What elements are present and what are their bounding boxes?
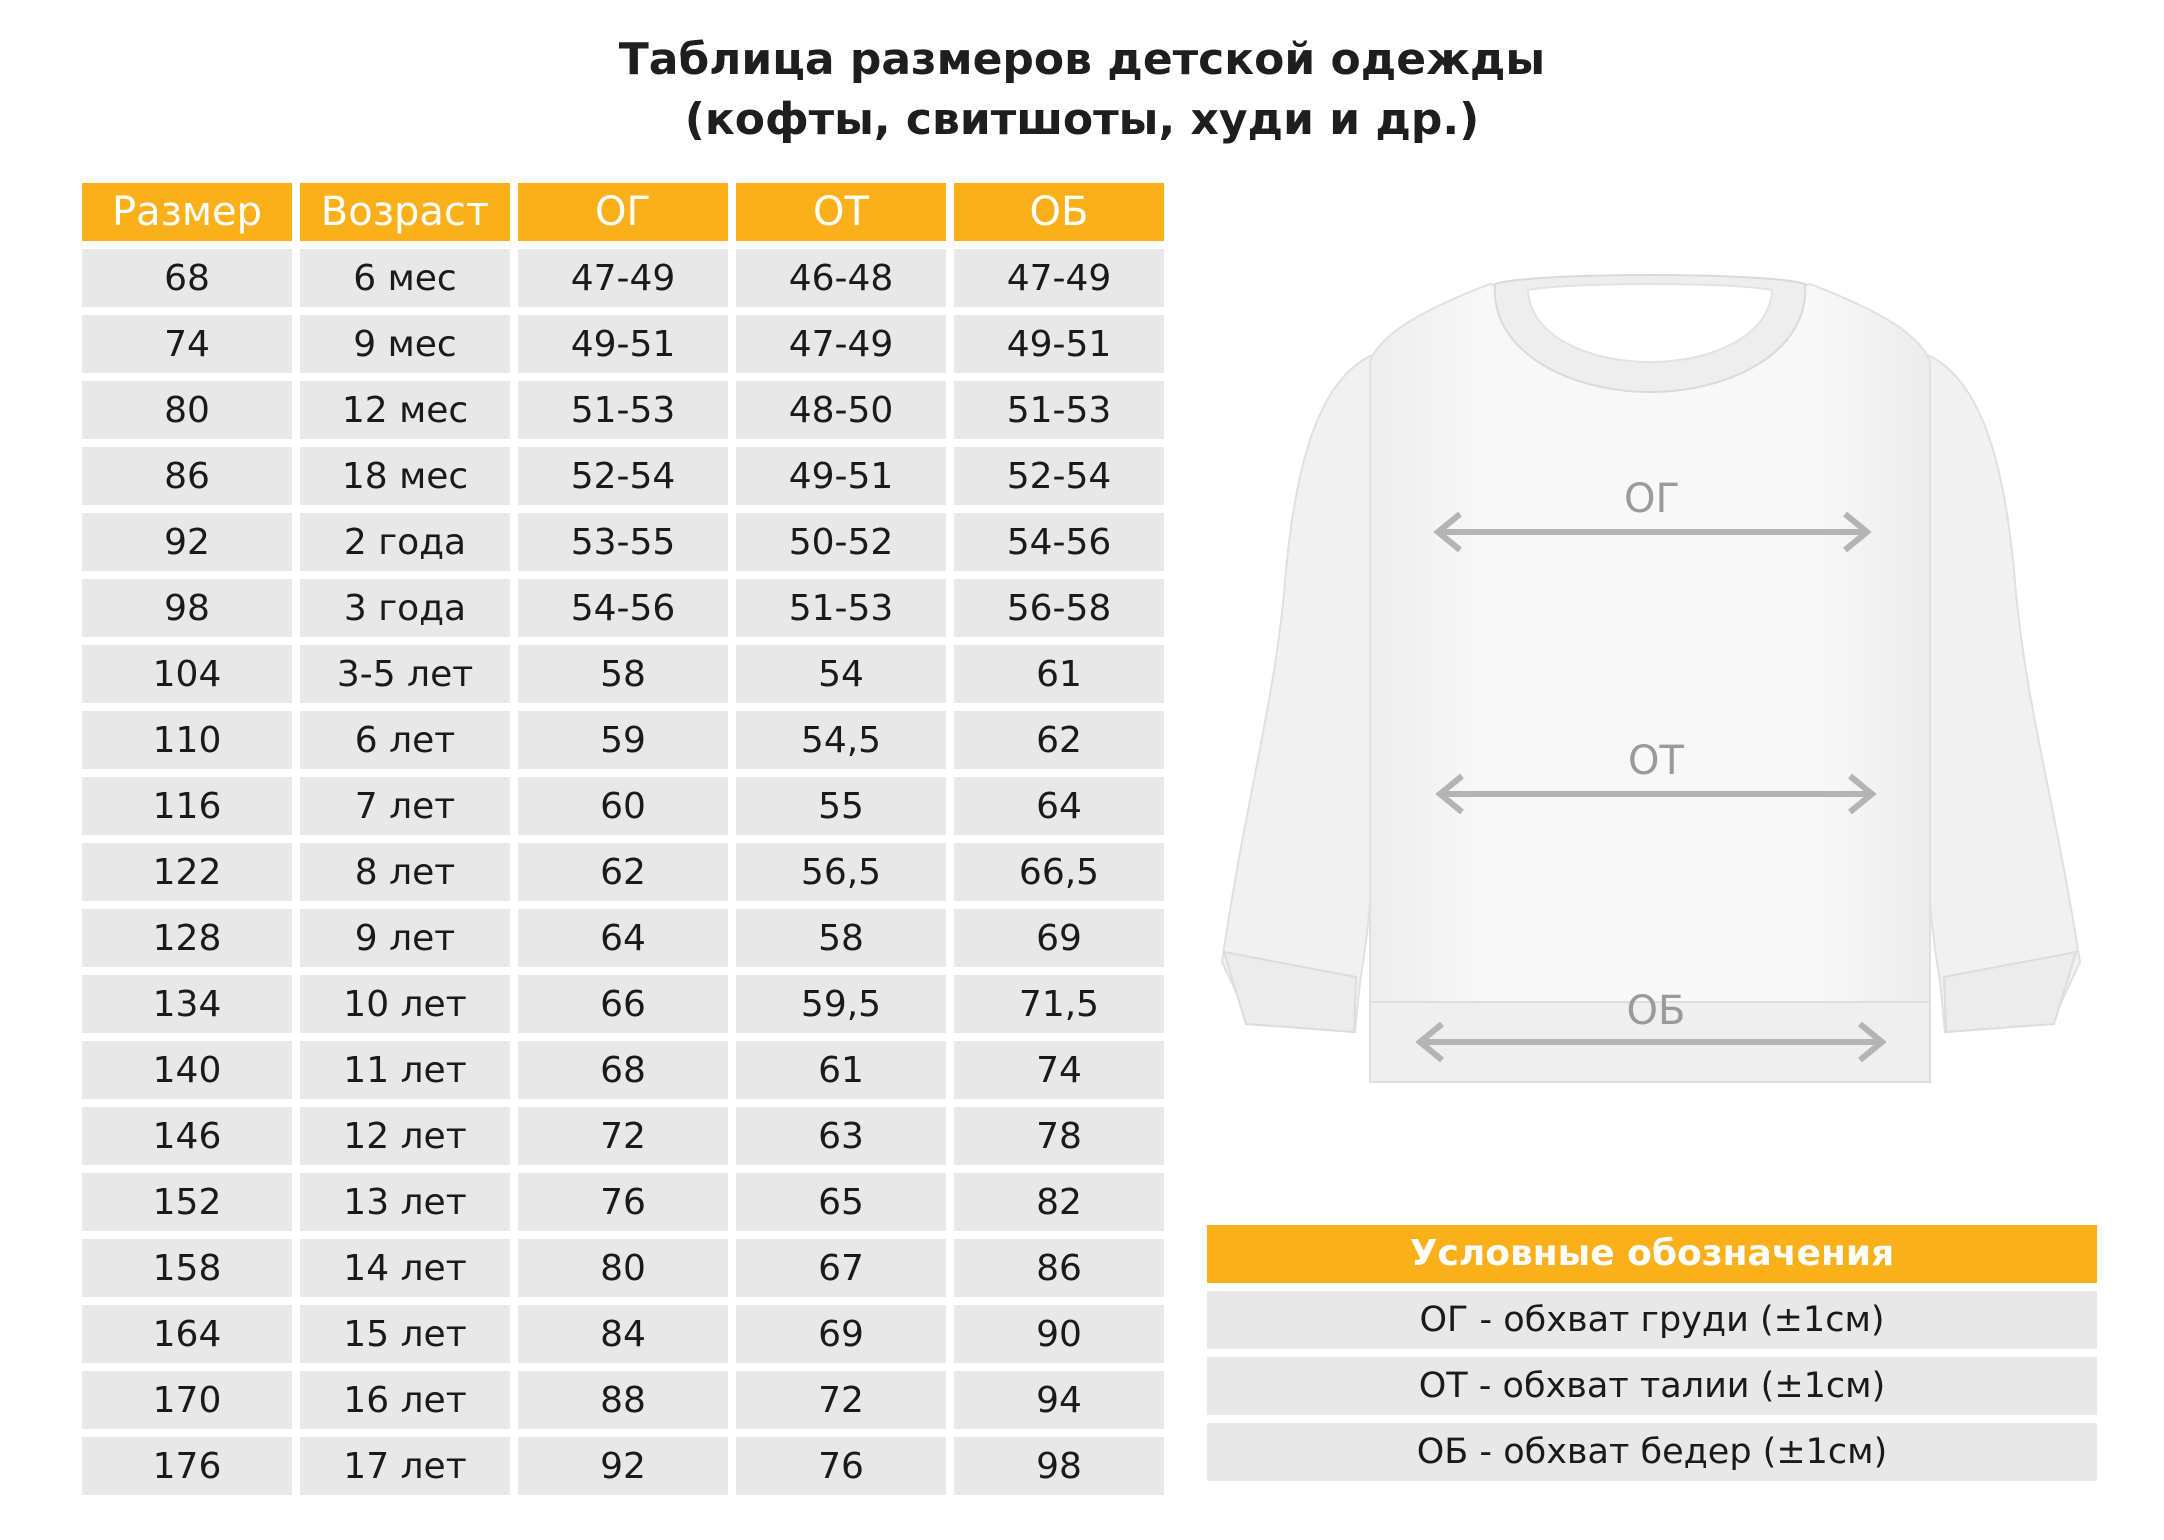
cell-waist: 51-53 bbox=[736, 579, 946, 637]
cell-age: 18 мес bbox=[300, 447, 510, 505]
waist-label: ОТ bbox=[1628, 738, 1684, 784]
cell-age: 11 лет bbox=[300, 1041, 510, 1099]
header-chest: ОГ bbox=[518, 183, 728, 241]
cell-age: 13 лет bbox=[300, 1173, 510, 1231]
table-row bbox=[82, 1305, 1164, 1363]
cell-hip: 52-54 bbox=[954, 447, 1164, 505]
cell-chest: 51-53 bbox=[518, 381, 728, 439]
cell-age: 6 лет bbox=[300, 711, 510, 769]
cell-chest: 66 bbox=[518, 975, 728, 1033]
cell-hip: 62 bbox=[954, 711, 1164, 769]
cell-size: 158 bbox=[82, 1239, 292, 1297]
cell-hip: 66,5 bbox=[954, 843, 1164, 901]
cell-size: 110 bbox=[82, 711, 292, 769]
sweatshirt-illustration bbox=[1210, 262, 2090, 1092]
hip-label: ОБ bbox=[1626, 988, 1686, 1034]
cell-age: 3-5 лет bbox=[300, 645, 510, 703]
cell-size: 116 bbox=[82, 777, 292, 835]
cell-waist: 47-49 bbox=[736, 315, 946, 373]
cell-chest: 88 bbox=[518, 1371, 728, 1429]
cell-waist: 54,5 bbox=[736, 711, 946, 769]
cell-age: 16 лет bbox=[300, 1371, 510, 1429]
table-row bbox=[82, 1239, 1164, 1297]
cell-size: 98 bbox=[82, 579, 292, 637]
table-row bbox=[82, 1371, 1164, 1429]
page-title bbox=[0, 30, 2164, 150]
cell-chest: 80 bbox=[518, 1239, 728, 1297]
table-row bbox=[82, 447, 1164, 505]
cell-size: 164 bbox=[82, 1305, 292, 1363]
chest-label: ОГ bbox=[1624, 476, 1680, 522]
cell-hip: 86 bbox=[954, 1239, 1164, 1297]
table-header-row bbox=[82, 183, 1164, 241]
cell-age: 9 мес bbox=[300, 315, 510, 373]
table-row bbox=[82, 249, 1164, 307]
cell-waist: 61 bbox=[736, 1041, 946, 1099]
cell-waist: 67 bbox=[736, 1239, 946, 1297]
cell-waist: 72 bbox=[736, 1371, 946, 1429]
cell-hip: 51-53 bbox=[954, 381, 1164, 439]
cell-waist: 65 bbox=[736, 1173, 946, 1231]
cell-chest: 76 bbox=[518, 1173, 728, 1231]
cell-size: 134 bbox=[82, 975, 292, 1033]
cell-hip: 61 bbox=[954, 645, 1164, 703]
title-line-2: (кофты, свитшоты, худи и др.) bbox=[684, 94, 1480, 145]
cell-size: 80 bbox=[82, 381, 292, 439]
cell-chest: 92 bbox=[518, 1437, 728, 1495]
cell-age: 3 года bbox=[300, 579, 510, 637]
cell-size: 170 bbox=[82, 1371, 292, 1429]
legend-item-chest: ОГ - обхват груди (±1см) bbox=[1207, 1291, 2097, 1349]
cell-hip: 54-56 bbox=[954, 513, 1164, 571]
legend-item-waist: ОТ - обхват талии (±1см) bbox=[1207, 1357, 2097, 1415]
table-row bbox=[82, 1173, 1164, 1231]
cell-hip: 94 bbox=[954, 1371, 1164, 1429]
cell-size: 86 bbox=[82, 447, 292, 505]
sweatshirt-body bbox=[1370, 284, 1930, 1032]
cell-hip: 82 bbox=[954, 1173, 1164, 1231]
header-waist: ОТ bbox=[736, 183, 946, 241]
cell-hip: 74 bbox=[954, 1041, 1164, 1099]
cell-waist: 69 bbox=[736, 1305, 946, 1363]
cell-age: 12 мес bbox=[300, 381, 510, 439]
cell-chest: 53-55 bbox=[518, 513, 728, 571]
cell-chest: 62 bbox=[518, 843, 728, 901]
cell-waist: 48-50 bbox=[736, 381, 946, 439]
cell-waist: 54 bbox=[736, 645, 946, 703]
left-sleeve bbox=[1222, 352, 1380, 1032]
table-body bbox=[82, 249, 1164, 1495]
cell-chest: 64 bbox=[518, 909, 728, 967]
cell-waist: 49-51 bbox=[736, 447, 946, 505]
table-row bbox=[82, 777, 1164, 835]
cell-age: 8 лет bbox=[300, 843, 510, 901]
table-row bbox=[82, 1107, 1164, 1165]
cell-hip: 49-51 bbox=[954, 315, 1164, 373]
cell-hip: 71,5 bbox=[954, 975, 1164, 1033]
cell-chest: 59 bbox=[518, 711, 728, 769]
cell-chest: 84 bbox=[518, 1305, 728, 1363]
cell-chest: 49-51 bbox=[518, 315, 728, 373]
cell-chest: 58 bbox=[518, 645, 728, 703]
table-row bbox=[82, 579, 1164, 637]
header-age: Возраст bbox=[300, 183, 510, 241]
table-row bbox=[82, 645, 1164, 703]
cell-hip: 78 bbox=[954, 1107, 1164, 1165]
cell-age: 10 лет bbox=[300, 975, 510, 1033]
cell-chest: 47-49 bbox=[518, 249, 728, 307]
table-row bbox=[82, 975, 1164, 1033]
cell-chest: 72 bbox=[518, 1107, 728, 1165]
table-row bbox=[82, 843, 1164, 901]
cell-size: 122 bbox=[82, 843, 292, 901]
cell-hip: 47-49 bbox=[954, 249, 1164, 307]
cell-chest: 52-54 bbox=[518, 447, 728, 505]
cell-size: 146 bbox=[82, 1107, 292, 1165]
title-line-1: Таблица размеров детской одежды bbox=[618, 34, 1546, 85]
cell-size: 74 bbox=[82, 315, 292, 373]
cell-waist: 56,5 bbox=[736, 843, 946, 901]
cell-hip: 90 bbox=[954, 1305, 1164, 1363]
cell-size: 92 bbox=[82, 513, 292, 571]
header-size: Размер bbox=[82, 183, 292, 241]
cell-waist: 50-52 bbox=[736, 513, 946, 571]
cell-chest: 54-56 bbox=[518, 579, 728, 637]
table-row bbox=[82, 513, 1164, 571]
table-row bbox=[82, 1437, 1164, 1495]
header-hip: ОБ bbox=[954, 183, 1164, 241]
cell-chest: 60 bbox=[518, 777, 728, 835]
cell-hip: 56-58 bbox=[954, 579, 1164, 637]
legend bbox=[1207, 1225, 2097, 1489]
cell-waist: 76 bbox=[736, 1437, 946, 1495]
cell-age: 17 лет bbox=[300, 1437, 510, 1495]
table-row bbox=[82, 1041, 1164, 1099]
table-row bbox=[82, 315, 1164, 373]
cell-age: 14 лет bbox=[300, 1239, 510, 1297]
table-row bbox=[82, 909, 1164, 967]
cell-age: 15 лет bbox=[300, 1305, 510, 1363]
cell-age: 7 лет bbox=[300, 777, 510, 835]
cell-chest: 68 bbox=[518, 1041, 728, 1099]
legend-title: Условные обозначения bbox=[1207, 1225, 2097, 1283]
table-row bbox=[82, 381, 1164, 439]
cell-waist: 46-48 bbox=[736, 249, 946, 307]
cell-hip: 64 bbox=[954, 777, 1164, 835]
cell-hip: 69 bbox=[954, 909, 1164, 967]
cell-age: 6 мес bbox=[300, 249, 510, 307]
cell-size: 152 bbox=[82, 1173, 292, 1231]
cell-waist: 55 bbox=[736, 777, 946, 835]
cell-waist: 59,5 bbox=[736, 975, 946, 1033]
cell-size: 104 bbox=[82, 645, 292, 703]
size-table bbox=[74, 175, 1172, 1503]
cell-hip: 98 bbox=[954, 1437, 1164, 1495]
table-row bbox=[82, 711, 1164, 769]
cell-size: 140 bbox=[82, 1041, 292, 1099]
cell-size: 128 bbox=[82, 909, 292, 967]
cell-waist: 58 bbox=[736, 909, 946, 967]
cell-age: 12 лет bbox=[300, 1107, 510, 1165]
cell-age: 2 года bbox=[300, 513, 510, 571]
cell-size: 68 bbox=[82, 249, 292, 307]
cell-size: 176 bbox=[82, 1437, 292, 1495]
cell-waist: 63 bbox=[736, 1107, 946, 1165]
legend-item-hip: ОБ - обхват бедер (±1см) bbox=[1207, 1423, 2097, 1481]
cell-age: 9 лет bbox=[300, 909, 510, 967]
right-sleeve bbox=[1920, 352, 2080, 1032]
